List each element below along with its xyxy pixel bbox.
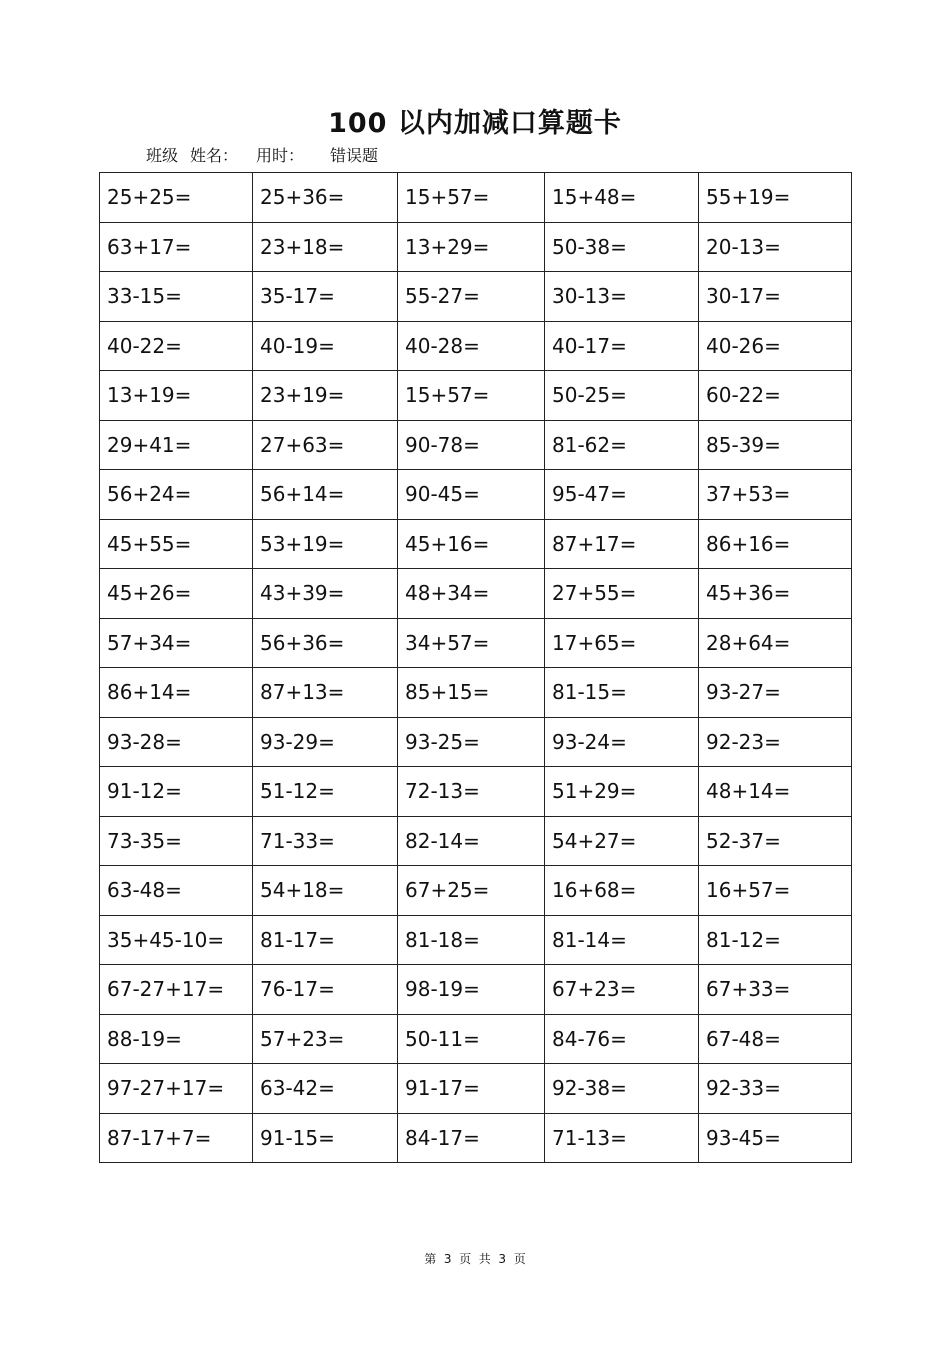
problem-cell: 92-23= xyxy=(699,717,852,767)
problem-cell: 81-15= xyxy=(545,668,699,718)
problem-cell: 25+36= xyxy=(253,173,398,223)
problem-cell: 50-25= xyxy=(545,371,699,421)
problem-row xyxy=(100,618,852,668)
problem-cell: 86+14= xyxy=(100,668,253,718)
problem-cell: 93-45= xyxy=(699,1113,852,1163)
problem-cell: 76-17= xyxy=(253,965,398,1015)
problem-cell: 40-19= xyxy=(253,321,398,371)
student-info-line xyxy=(146,146,378,166)
problem-cell: 13+29= xyxy=(398,222,545,272)
problem-cell: 30-13= xyxy=(545,272,699,322)
problem-cell: 88-19= xyxy=(100,1014,253,1064)
problem-cell: 29+41= xyxy=(100,420,253,470)
problem-cell: 45+36= xyxy=(699,569,852,619)
problem-cell: 53+19= xyxy=(253,519,398,569)
problem-cell: 15+48= xyxy=(545,173,699,223)
problem-cell: 27+63= xyxy=(253,420,398,470)
problem-cell: 55+19= xyxy=(699,173,852,223)
problem-cell: 92-38= xyxy=(545,1064,699,1114)
problem-cell: 40-22= xyxy=(100,321,253,371)
name-label: 姓名： xyxy=(190,146,239,165)
problem-cell: 90-78= xyxy=(398,420,545,470)
problem-cell: 50-38= xyxy=(545,222,699,272)
problem-cell: 54+27= xyxy=(545,816,699,866)
problem-cell: 90-45= xyxy=(398,470,545,520)
problem-cell: 87-17+7= xyxy=(100,1113,253,1163)
page-title: 100 以内加减口算题卡 xyxy=(328,108,622,139)
problem-row xyxy=(100,569,852,619)
problem-cell: 40-26= xyxy=(699,321,852,371)
problem-cell: 93-24= xyxy=(545,717,699,767)
problem-cell: 67+25= xyxy=(398,866,545,916)
problem-cell: 16+57= xyxy=(699,866,852,916)
problem-cell: 51+29= xyxy=(545,767,699,817)
problem-cell: 57+23= xyxy=(253,1014,398,1064)
problem-cell: 67+33= xyxy=(699,965,852,1015)
problem-cell: 25+25= xyxy=(100,173,253,223)
problem-row xyxy=(100,866,852,916)
problem-cell: 37+53= xyxy=(699,470,852,520)
problem-cell: 97-27+17= xyxy=(100,1064,253,1114)
problem-cell: 15+57= xyxy=(398,173,545,223)
problem-cell: 35-17= xyxy=(253,272,398,322)
problem-cell: 15+57= xyxy=(398,371,545,421)
problem-row xyxy=(100,371,852,421)
problem-cell: 95-47= xyxy=(545,470,699,520)
problem-cell: 56+36= xyxy=(253,618,398,668)
problem-cell: 45+55= xyxy=(100,519,253,569)
problem-cell: 93-28= xyxy=(100,717,253,767)
problem-cell: 71-13= xyxy=(545,1113,699,1163)
problem-cell: 60-22= xyxy=(699,371,852,421)
problem-cell: 86+16= xyxy=(699,519,852,569)
problem-cell: 48+34= xyxy=(398,569,545,619)
problem-cell: 84-17= xyxy=(398,1113,545,1163)
problem-cell: 50-11= xyxy=(398,1014,545,1064)
problem-cell: 91-15= xyxy=(253,1113,398,1163)
problem-cell: 93-27= xyxy=(699,668,852,718)
problem-cell: 40-17= xyxy=(545,321,699,371)
problem-cell: 28+64= xyxy=(699,618,852,668)
problem-cell: 67-48= xyxy=(699,1014,852,1064)
problem-cell: 91-12= xyxy=(100,767,253,817)
problem-cell: 63-42= xyxy=(253,1064,398,1114)
problem-cell: 30-17= xyxy=(699,272,852,322)
errors-label: 错误题 xyxy=(330,146,379,165)
problem-cell: 81-12= xyxy=(699,915,852,965)
problem-grid xyxy=(99,172,852,1163)
problem-row xyxy=(100,668,852,718)
problem-row xyxy=(100,965,852,1015)
problem-cell: 23+18= xyxy=(253,222,398,272)
problem-row xyxy=(100,767,852,817)
problem-cell: 17+65= xyxy=(545,618,699,668)
problem-cell: 81-17= xyxy=(253,915,398,965)
problem-cell: 33-15= xyxy=(100,272,253,322)
problem-cell: 48+14= xyxy=(699,767,852,817)
problem-cell: 67+23= xyxy=(545,965,699,1015)
problem-cell: 73-35= xyxy=(100,816,253,866)
problem-cell: 81-14= xyxy=(545,915,699,965)
problem-cell: 87+17= xyxy=(545,519,699,569)
problem-row xyxy=(100,321,852,371)
problem-cell: 98-19= xyxy=(398,965,545,1015)
problem-cell: 93-25= xyxy=(398,717,545,767)
problem-cell: 81-18= xyxy=(398,915,545,965)
problem-cell: 81-62= xyxy=(545,420,699,470)
problem-cell: 16+68= xyxy=(545,866,699,916)
problem-cell: 63+17= xyxy=(100,222,253,272)
time-label: 用时： xyxy=(256,146,305,165)
problem-row xyxy=(100,272,852,322)
problem-cell: 85+15= xyxy=(398,668,545,718)
problem-cell: 56+14= xyxy=(253,470,398,520)
problem-row xyxy=(100,420,852,470)
problem-row xyxy=(100,470,852,520)
problem-cell: 54+18= xyxy=(253,866,398,916)
problem-cell: 55-27= xyxy=(398,272,545,322)
problem-cell: 52-37= xyxy=(699,816,852,866)
problem-cell: 71-33= xyxy=(253,816,398,866)
problem-cell: 84-76= xyxy=(545,1014,699,1064)
problem-row xyxy=(100,1064,852,1114)
problem-cell: 56+24= xyxy=(100,470,253,520)
problem-cell: 57+34= xyxy=(100,618,253,668)
problem-cell: 87+13= xyxy=(253,668,398,718)
problem-cell: 20-13= xyxy=(699,222,852,272)
problem-grid-body xyxy=(100,173,852,1163)
problem-row xyxy=(100,222,852,272)
problem-cell: 85-39= xyxy=(699,420,852,470)
problem-cell: 40-28= xyxy=(398,321,545,371)
problem-cell: 45+26= xyxy=(100,569,253,619)
problem-row xyxy=(100,519,852,569)
class-label: 班级 xyxy=(146,146,179,165)
problem-cell: 91-17= xyxy=(398,1064,545,1114)
problem-cell: 43+39= xyxy=(253,569,398,619)
problem-cell: 27+55= xyxy=(545,569,699,619)
problem-row xyxy=(100,816,852,866)
problem-cell: 72-13= xyxy=(398,767,545,817)
problem-cell: 13+19= xyxy=(100,371,253,421)
problem-row xyxy=(100,717,852,767)
problem-cell: 34+57= xyxy=(398,618,545,668)
problem-row xyxy=(100,1014,852,1064)
problem-cell: 63-48= xyxy=(100,866,253,916)
problem-cell: 51-12= xyxy=(253,767,398,817)
problem-row xyxy=(100,173,852,223)
problem-cell: 23+19= xyxy=(253,371,398,421)
problem-cell: 67-27+17= xyxy=(100,965,253,1015)
problem-cell: 92-33= xyxy=(699,1064,852,1114)
problem-cell: 82-14= xyxy=(398,816,545,866)
problem-cell: 93-29= xyxy=(253,717,398,767)
problem-row xyxy=(100,1113,852,1163)
problem-cell: 35+45-10= xyxy=(100,915,253,965)
problem-cell: 45+16= xyxy=(398,519,545,569)
page-number-footer: 第 3 页 共 3 页 xyxy=(424,1252,526,1266)
problem-row xyxy=(100,915,852,965)
